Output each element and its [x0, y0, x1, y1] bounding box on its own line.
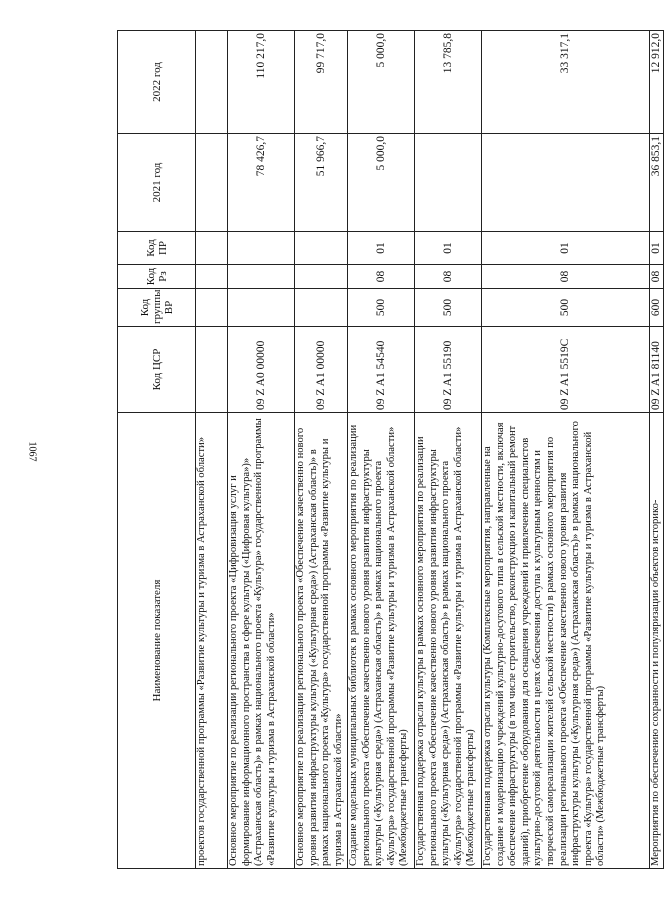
header-2022: 2022 год: [118, 31, 196, 134]
row-rz: [228, 265, 295, 289]
row-pr: 01: [415, 232, 482, 265]
row-vr: 500: [348, 289, 415, 327]
header-name: Наименование показателя: [118, 413, 196, 869]
row-2021: [482, 134, 650, 232]
header-vr: Код группы ВР: [118, 289, 196, 327]
row-vr: [228, 289, 295, 327]
row-csr: 09 Z A1 55190: [415, 327, 482, 413]
row-2021: [415, 134, 482, 232]
table-row: [415, 31, 482, 869]
row-rz: 08: [482, 265, 650, 289]
row-pr: 01: [348, 232, 415, 265]
row-csr: 09 Z A0 00000: [228, 327, 295, 413]
row-2021: 36 853,1: [650, 134, 664, 232]
header-pr: Код ПР: [118, 232, 196, 265]
row-name: Создание модельных муниципальных библиотек в рамках основного мероприятия по реализации регионального проекта «Обеспечение качественно нового уровня развития инфраструктуры культуры («Культурная среда») (Астраханская область)» в рамках национального проекта «Культура» государственной программы «Развитие культуры и туризма в Астраханской области» (Межбюджетные трансферты): [348, 413, 415, 869]
row-csr: 09 Z A1 5519C: [482, 327, 650, 413]
header-2021: 2021 год: [118, 134, 196, 232]
row-csr: 09 Z A1 81140: [650, 327, 664, 413]
row-vr: 600: [650, 289, 664, 327]
row-2021: 51 966,7: [295, 134, 348, 232]
header-csr: Код ЦСР: [118, 327, 196, 413]
row-rz: 08: [650, 265, 664, 289]
table-row: [196, 31, 228, 869]
row-2021: 5 000,0: [348, 134, 415, 232]
row-vr: 500: [415, 289, 482, 327]
row-2022: 13 785,8: [415, 31, 482, 134]
table-row: [295, 31, 348, 869]
table-row: [228, 31, 295, 869]
row-rz: [295, 265, 348, 289]
page-number: 1067: [26, 441, 38, 462]
row-vr: [196, 289, 228, 327]
row-name: Государственная поддержка отрасли культуры в рамках основного мероприятия по реализации регионального проекта «Обеспечение качественно нового уровня развития инфраструктуры культуры («Культурная среда») (Астраханская область)» в рамках национального проекта «Культура» государственной программы «Развитие культуры и туризма в Астраханской области» (Межбюджетные трансферты): [415, 413, 482, 869]
row-pr: [228, 232, 295, 265]
row-2022: [196, 31, 228, 134]
header-rz: Код Рз: [118, 265, 196, 289]
row-2022: 5 000,0: [348, 31, 415, 134]
row-rz: 08: [348, 265, 415, 289]
row-pr: 01: [650, 232, 664, 265]
row-csr: 09 Z A1 00000: [295, 327, 348, 413]
row-vr: 500: [482, 289, 650, 327]
row-pr: 01: [482, 232, 650, 265]
row-2022: 12 912,0: [650, 31, 664, 134]
table-row: [348, 31, 415, 869]
row-2021: [196, 134, 228, 232]
row-2022: 99 717,0: [295, 31, 348, 134]
row-rz: 08: [415, 265, 482, 289]
row-pr: [295, 232, 348, 265]
row-name: Основное мероприятие по реализации регионального проекта «Цифровизация услуг и формирование информационного пространства в сфере культуры («Цифровая культура»)» (Астраханская область)» в рамках национального проекта «Культура» государственной программы «Развитие культуры и туризма в Астраханской области»: [228, 413, 295, 869]
row-name: Основное мероприятие по реализации регионального проекта «Обеспечение качественно нового уровня развития инфраструктуры культуры («Культурная среда») (Астраханская область)» в рамках национального проекта «Культура» государственной программы «Развитие культуры и туризма в Астраханской области»: [295, 413, 348, 869]
row-pr: [196, 232, 228, 265]
row-name: Мероприятия по обеспечению сохранности и популяризации объектов историко-: [650, 413, 664, 869]
row-vr: [295, 289, 348, 327]
row-rz: [196, 265, 228, 289]
row-csr: [196, 327, 228, 413]
row-2022: 110 217,0: [228, 31, 295, 134]
row-name: проектов государственной программы «Развитие культуры и туризма в Астраханской области»: [196, 413, 228, 869]
budget-table: [117, 30, 664, 869]
rotated-table-container: [117, 31, 663, 869]
table-header-row: [118, 31, 196, 869]
row-name: Государственная поддержка отрасли культуры (Комплексные мероприятия, направленные на создание и модернизацию учреждений культурно-досугового типа в сельской местности, включая обеспечение инфраструктуры (в том числе строительство, реконструкцию и капитальный ремонт зданий), приобретение оборудования для оснащения учреждений и привлечение специалистов культурно-досуговой деятельности в целях обеспечения доступа к культурным ценностям и творческой самореализации жителей сельской местности) в рамках основного мероприятия по реализации регионального проекта «Обеспечение качественно нового уровня развития инфраструктуры культуры («Культурная среда») (Астраханская область)» в рамках национального проекта «Культура» государственной программы «Развитие культуры и туризма в Астраханской области» (Межбюджетные трансферты): [482, 413, 650, 869]
row-2021: 78 426,7: [228, 134, 295, 232]
table-row: [482, 31, 650, 869]
table-row: [650, 31, 664, 869]
row-2022: 33 317,1: [482, 31, 650, 134]
row-csr: 09 Z A1 54540: [348, 327, 415, 413]
